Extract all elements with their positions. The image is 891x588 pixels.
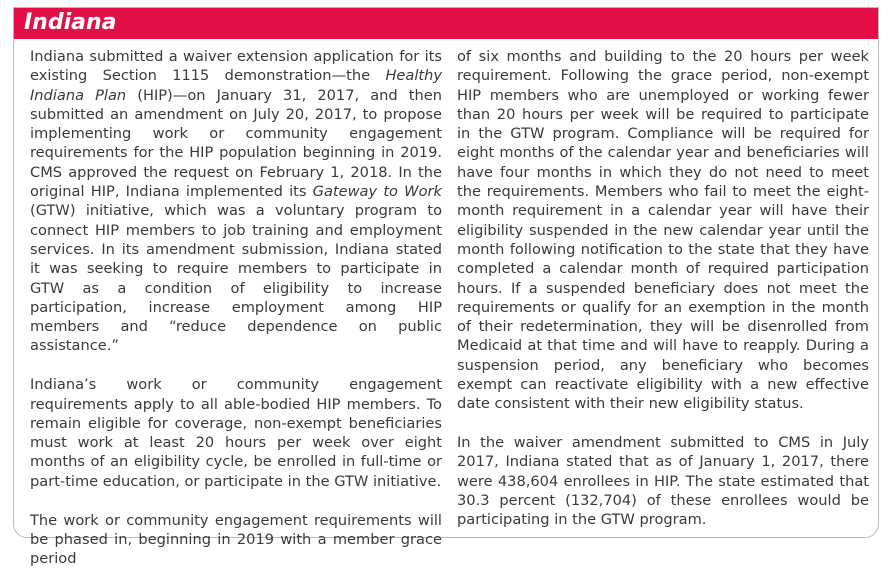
program-name-italic: Healthy Indiana Plan	[30, 67, 442, 104]
paragraph-text: (GTW) initiative, which was a voluntary program to connect HIP members to job training and employment services. In its amendment submission, Indiana stated it was seeking to require members to participate in GTW as a condition of eligibility to increase participation, increase employment among HIP members and “reduce dependence on public assistance.”	[30, 202, 442, 355]
section-title: Indiana	[24, 10, 117, 35]
initiative-name-italic: Gateway to Work	[312, 183, 442, 201]
indiana-sidebar-box	[13, 7, 879, 568]
paragraph-phase-in: The work or community engagement requirements will be phased in, beginning in 2019 with a member grace period	[30, 511, 442, 568]
paragraph-hip-waiver	[30, 47, 442, 356]
section-header	[14, 8, 878, 39]
left-column	[30, 47, 442, 588]
paragraph-text: Indiana submitted a waiver extension application for its existing Section 1115 demonstration—the	[30, 48, 442, 85]
paragraph-requirements: Indiana’s work or community engagement requirements apply to all able-bodied HIP members. To remain eligible for coverage, non-exempt beneficiaries must work at least 20 hours per week over eight months of an eligibility cycle, be enrolled in full-time or part-time education, or participate in the GTW initiative.	[30, 376, 442, 490]
paragraph-text: (HIP)—on January 31, 2017, and then submitted an amendment on July 20, 2017, to propose implementing work or community engagement requirements for the HIP population beginning in 2019. CMS approved the request on February 1, 2018. In the original HIP, Indiana implemented its	[30, 86, 442, 201]
paragraph-enrollment: In the waiver amendment submitted to CMS in July 2017, Indiana stated that as of January 1, 2017, there were 438,604 enrollees in HIP. The state estimated that 30.3 percent (132,704) of these enrollees would be participating in the GTW program.	[457, 434, 869, 529]
paragraph-grace-period: of six months and building to the 20 hours per week requirement. Following the grace period, non-exempt HIP members who are unemployed or working fewer than 20 hours per week will be required to participate in the GTW program. Compliance will be required for eight months of the calendar year and beneficiaries will have four months in which they do not need to meet the requirements. Members who fail to meet the eight-month requirement in a calendar year will have their eligibility suspended in the new calendar year until the month following notification to the state that they have completed a calendar month of required participation hours. If a suspended beneficiary does not meet the requirements or qualify for an exemption in the month of their redetermination, they will be disenrolled from Medicaid at that time and will have to reapply. During a suspension period, any beneficiary who becomes exempt can reactivate eligibility with a new effective date consistent with their new eligibility status.	[457, 48, 869, 413]
right-column	[457, 47, 869, 549]
